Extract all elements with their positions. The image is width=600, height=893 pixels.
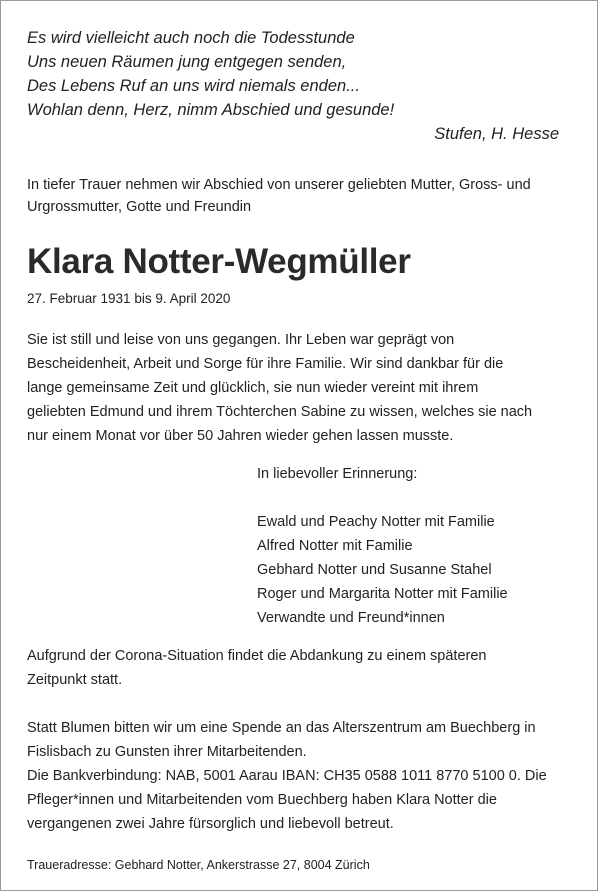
obituary-content (27, 26, 577, 874)
corona-notice (27, 644, 577, 692)
life-dates: 27. Februar 1931 bis 9. April 2020 (27, 291, 231, 306)
tribute-line: lange gemeinsame Zeit und glücklich, sie nun wieder vereint mit ihrem (27, 380, 479, 396)
mourner-name: Roger und Margarita Notter mit Familie (257, 586, 508, 602)
poem-line: Es wird vielleicht auch noch die Todesstunde (27, 29, 355, 47)
tribute-line: Bescheidenheit, Arbeit und Sorge für ihre Familie. Wir sind dankbar für die (27, 356, 504, 372)
memory-heading: In liebevoller Erinnerung: (257, 466, 418, 482)
intro-line: In tiefer Trauer nehmen wir Abschied von unserer geliebten Mutter, Gross- und (27, 177, 531, 193)
poem-line: Wohlan denn, Herz, nimm Abschied und gesunde! (27, 101, 395, 119)
poem (27, 26, 577, 146)
intro-text (27, 174, 577, 218)
tribute-line: Sie ist still und leise von uns gegangen. Ihr Leben war geprägt von (27, 332, 455, 348)
mourners-list (257, 510, 577, 630)
donation-line: Statt Blumen bitten wir um eine Spende an das Alterszentrum am Buechberg in (27, 720, 536, 736)
corona-line: Aufgrund der Corona-Situation findet die Abdankung zu einem späteren (27, 648, 487, 664)
intro-line: Urgrossmutter, Gotte und Freundin (27, 199, 252, 215)
mourning-address: Traueradresse: Gebhard Notter, Ankerstrasse 27, 8004 Zürich (27, 858, 370, 872)
mourner-name: Verwandte und Freund*innen (257, 610, 445, 626)
donation-line: Die Bankverbindung: NAB, 5001 Aarau IBAN: CH35 0588 1011 8770 5100 0. Die (27, 768, 547, 784)
donation-line: Pfleger*innen und Mitarbeitenden vom Buechberg haben Klara Notter die (27, 792, 497, 808)
mourner-name: Ewald und Peachy Notter mit Familie (257, 514, 495, 530)
mourner-name: Gebhard Notter und Susanne Stahel (257, 562, 492, 578)
memory-section (257, 462, 577, 486)
corona-line: Zeitpunkt statt. (27, 672, 123, 688)
deceased-name: Klara Notter-Wegmüller (27, 242, 411, 281)
tribute-line: geliebten Edmund und ihrem Töchterchen Sabine zu wissen, welches sie nach (27, 404, 533, 420)
donation-line: Fislisbach zu Gunsten ihrer Mitarbeitenden. (27, 744, 307, 760)
tribute-paragraph (27, 328, 577, 448)
donation-notice (27, 716, 577, 836)
poem-line: Uns neuen Räumen jung entgegen senden, (27, 53, 347, 71)
donation-line: vergangenen zwei Jahre fürsorglich und liebevoll betreut. (27, 816, 394, 832)
mourner-name: Alfred Notter mit Familie (257, 538, 413, 554)
tribute-line: nur einem Monat vor über 50 Jahren wieder gehen lassen musste. (27, 428, 454, 444)
poem-attribution: Stufen, H. Hesse (434, 125, 559, 143)
poem-line: Des Lebens Ruf an uns wird niemals enden... (27, 77, 360, 95)
